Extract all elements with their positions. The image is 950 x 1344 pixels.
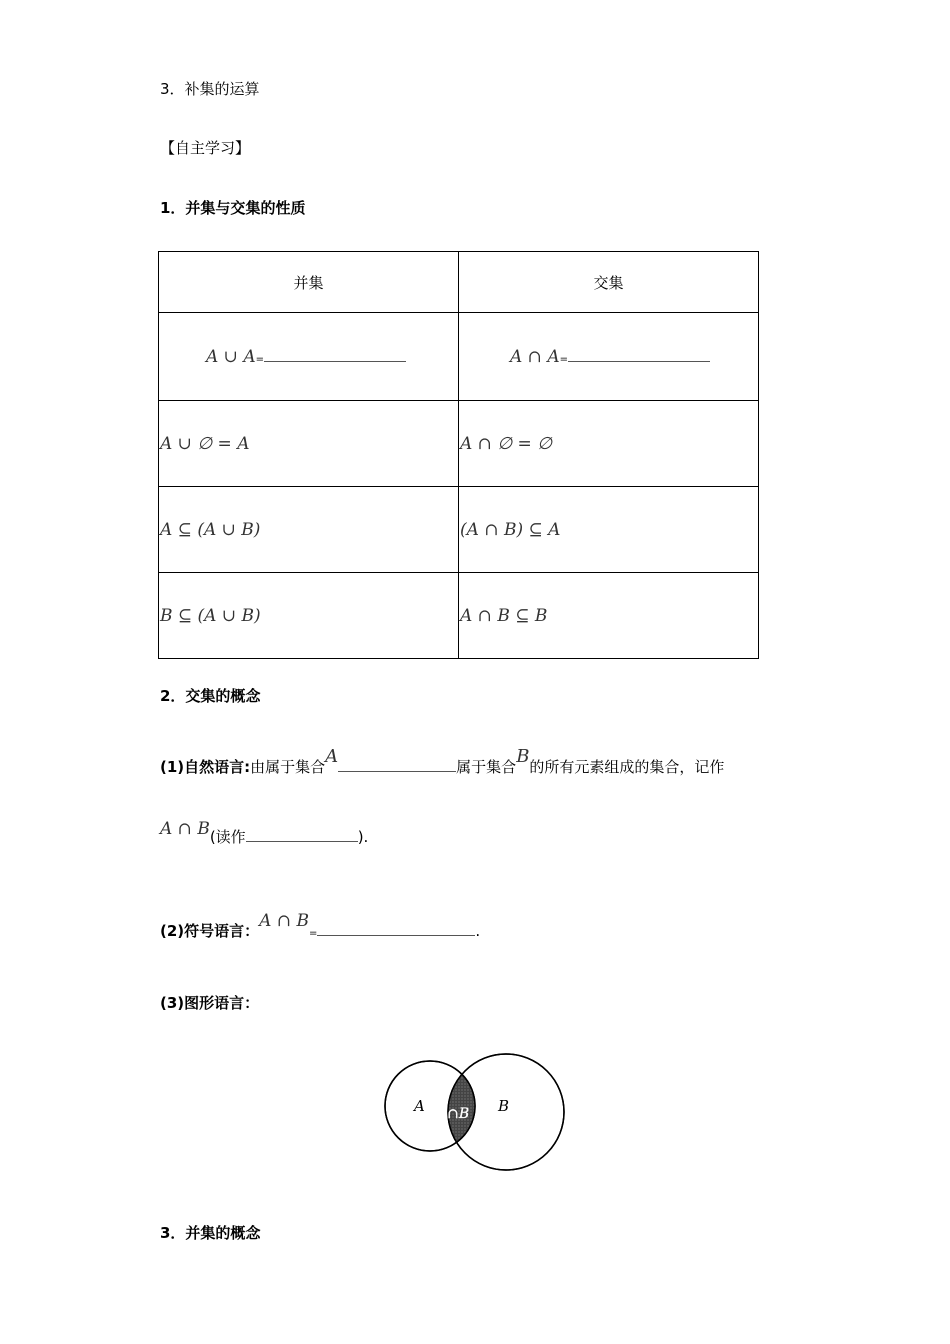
venn-label-intersection: A∩B <box>437 1106 470 1122</box>
answer-blank[interactable] <box>338 757 456 772</box>
table-row <box>159 313 759 401</box>
properties-heading: 1．并集与交集的性质 <box>160 199 306 217</box>
graphic-language-label: (3)图形语言： <box>160 994 260 1012</box>
table-header-row <box>159 252 759 313</box>
venn-label-b: B <box>498 1097 510 1115</box>
expr-a-union-a: A ∪ A <box>206 346 256 367</box>
var-b: B <box>516 746 530 767</box>
notation-line <box>160 819 369 847</box>
union-concept-heading: 3．并集的概念 <box>160 1224 261 1242</box>
natural-language-label: (1)自然语言: <box>160 758 251 776</box>
cell-intersection-1 <box>459 313 759 401</box>
intersection-concept-heading: 2．交集的概念 <box>160 687 261 705</box>
cell-union-4 <box>159 573 459 659</box>
cell-intersection-2 <box>459 401 759 487</box>
read-as-open: (读作 <box>209 828 246 846</box>
expr-intersection-subset-a: (A ∩ B) ⊆ A <box>460 519 561 540</box>
natural-text-3: 的所有元素组成的集合，记作 <box>529 758 725 776</box>
equals-sign: = <box>255 353 264 365</box>
symbolic-end: . <box>475 922 481 940</box>
expr-a-intersect-b: A ∩ B <box>259 911 309 931</box>
cell-intersection-3 <box>459 487 759 573</box>
expr-a-subset-union: A ⊆ (A ∪ B) <box>160 519 261 540</box>
table-row <box>159 487 759 573</box>
natural-text-2: 属于集合 <box>456 758 517 776</box>
cell-union-3 <box>159 487 459 573</box>
expr-b-subset-union: B ⊆ (A ∪ B) <box>160 605 261 626</box>
symbolic-language-line <box>160 911 481 941</box>
read-as-close: ). <box>357 828 369 846</box>
cell-intersection-4 <box>459 573 759 659</box>
answer-blank[interactable] <box>317 921 475 936</box>
venn-label-a: A <box>414 1097 425 1115</box>
table-row <box>159 401 759 487</box>
venn-diagram <box>380 1044 570 1184</box>
table-row <box>159 573 759 659</box>
header-intersection: 交集 <box>459 252 759 313</box>
equals-sign: = <box>308 928 318 939</box>
header-union: 并集 <box>159 252 459 313</box>
answer-blank[interactable] <box>568 347 710 362</box>
equals-sign: = <box>559 353 568 365</box>
natural-text-1: 由属于集合 <box>250 758 326 776</box>
expr-a-intersect-b: A ∩ B <box>160 819 210 839</box>
expr-intersection-empty: A ∩ ∅ = ∅ <box>460 433 552 454</box>
answer-blank[interactable] <box>246 827 358 842</box>
symbolic-language-label: (2)符号语言： <box>160 922 260 940</box>
natural-language-line <box>160 746 725 777</box>
cell-union-1 <box>159 313 459 401</box>
var-a: A <box>325 746 339 767</box>
expr-union-empty: A ∪ ∅ = A <box>160 433 250 454</box>
self-study-heading: 【自主学习】 <box>160 139 251 157</box>
section-complement-heading: 3．补集的运算 <box>160 80 260 98</box>
properties-table <box>158 251 759 659</box>
expr-intersection-subset-b: A ∩ B ⊆ B <box>460 605 548 626</box>
answer-blank[interactable] <box>264 347 406 362</box>
cell-union-2 <box>159 401 459 487</box>
expr-a-intersect-a: A ∩ A <box>510 346 560 367</box>
